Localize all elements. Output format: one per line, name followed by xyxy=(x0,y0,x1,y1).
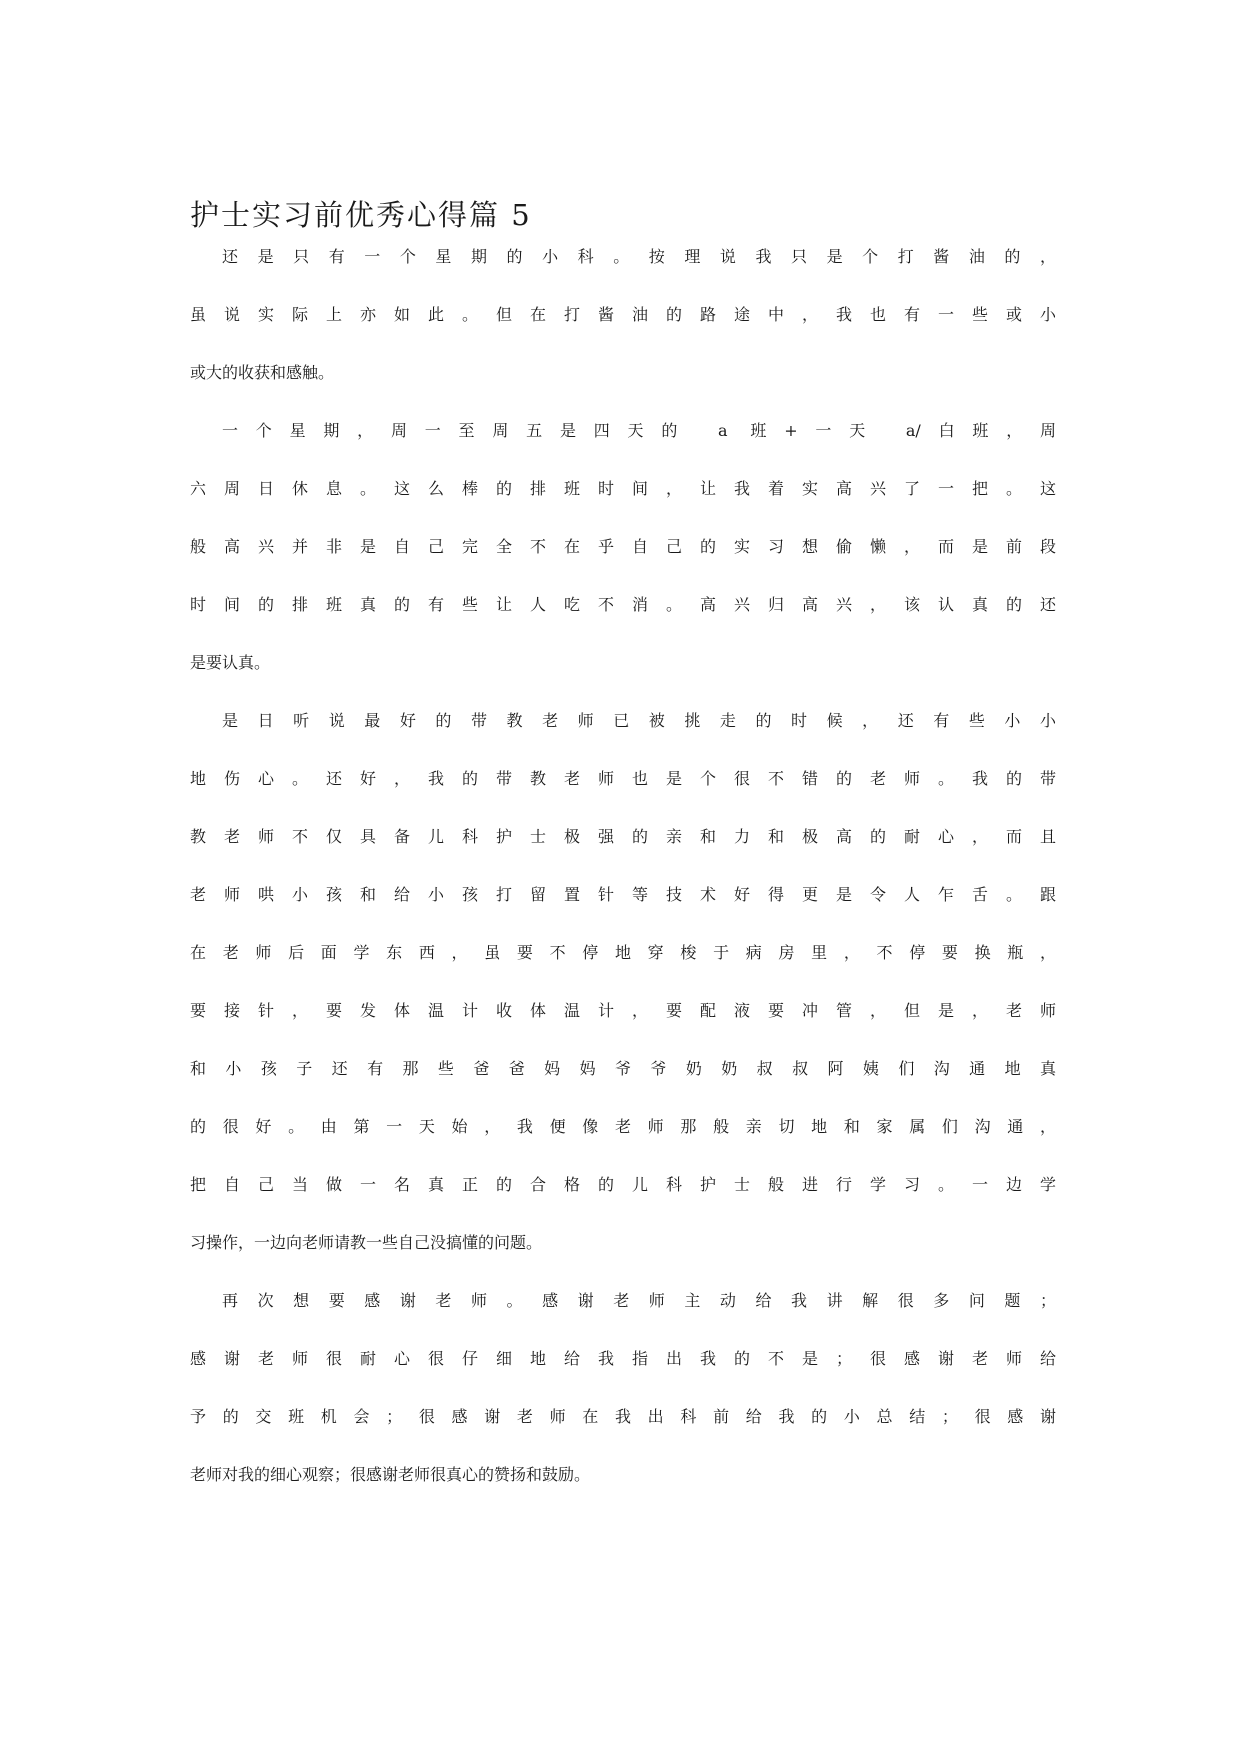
paragraph-line: 般高兴并非是自己完全不在乎自己的实习想偷懒，而是前段 xyxy=(190,537,1056,556)
document-page xyxy=(190,186,1056,1520)
document-title: 护士实习前优秀心得篇 5 xyxy=(190,198,532,232)
paragraph-line: 时间的排班真的有些让人吃不消。高兴归高兴，该认真的还 xyxy=(190,595,1056,614)
paragraph-line: 地伤心。还好，我的带教老师也是个很不错的老师。我的带 xyxy=(190,769,1056,788)
paragraph-1 xyxy=(190,244,1056,418)
paragraph-line: 还是只有一个星期的小科。按理说我只是个打酱油的， xyxy=(222,247,1056,266)
paragraph-line: 把自己当做一名真正的合格的儿科护士般进行学习。一边学 xyxy=(190,1175,1056,1194)
paragraph-line: 是日听说最好的带教老师已被挑走的时候，还有些小小 xyxy=(222,711,1056,730)
paragraph-line: 虽说实际上亦如此。但在打酱油的路途中，我也有一些或小 xyxy=(190,305,1056,324)
paragraph-line: 老师对我的细心观察；很感谢老师很真心的赞扬和鼓励。 xyxy=(190,1465,591,1484)
paragraph-line: 六周日休息。这么棒的排班时间，让我着实高兴了一把。这 xyxy=(190,479,1056,498)
paragraph-3 xyxy=(190,708,1056,1288)
paragraph-line: 老师哄小孩和给小孩打留置针等技术好得更是令人乍舌。跟 xyxy=(190,885,1056,904)
paragraph-line: 感谢老师很耐心很仔细地给我指出我的不是；很感谢老师给 xyxy=(190,1349,1056,1368)
paragraph-line: 是要认真。 xyxy=(190,653,271,672)
paragraph-4 xyxy=(190,1288,1056,1520)
paragraph-2 xyxy=(190,418,1056,708)
paragraph-line: 或大的收获和感触。 xyxy=(190,363,335,382)
paragraph-line: 在老师后面学东西，虽要不停地穿梭于病房里，不停要换瓶， xyxy=(190,943,1056,962)
paragraph-line: 要接针，要发体温计收体温计，要配液要冲管，但是，老师 xyxy=(190,1001,1056,1020)
paragraph-line: 和小孩子还有那些爸爸妈妈爷爷奶奶叔叔阿姨们沟通地真 xyxy=(190,1059,1056,1078)
paragraph-line: 教老师不仅具备儿科护士极强的亲和力和极高的耐心，而且 xyxy=(190,827,1056,846)
paragraph-line: 再次想要感谢老师。感谢老师主动给我讲解很多问题； xyxy=(222,1291,1056,1310)
paragraph-line: 一个星期，周一至周五是四天的 a 班+一天 a/白班，周 xyxy=(222,421,1056,440)
paragraph-line: 予的交班机会；很感谢老师在我出科前给我的小总结；很感谢 xyxy=(190,1407,1056,1426)
paragraph-line: 的很好。由第一天始，我便像老师那般亲切地和家属们沟通， xyxy=(190,1117,1056,1136)
paragraph-line: 习操作，一边向老师请教一些自己没搞懂的问题。 xyxy=(190,1233,543,1252)
